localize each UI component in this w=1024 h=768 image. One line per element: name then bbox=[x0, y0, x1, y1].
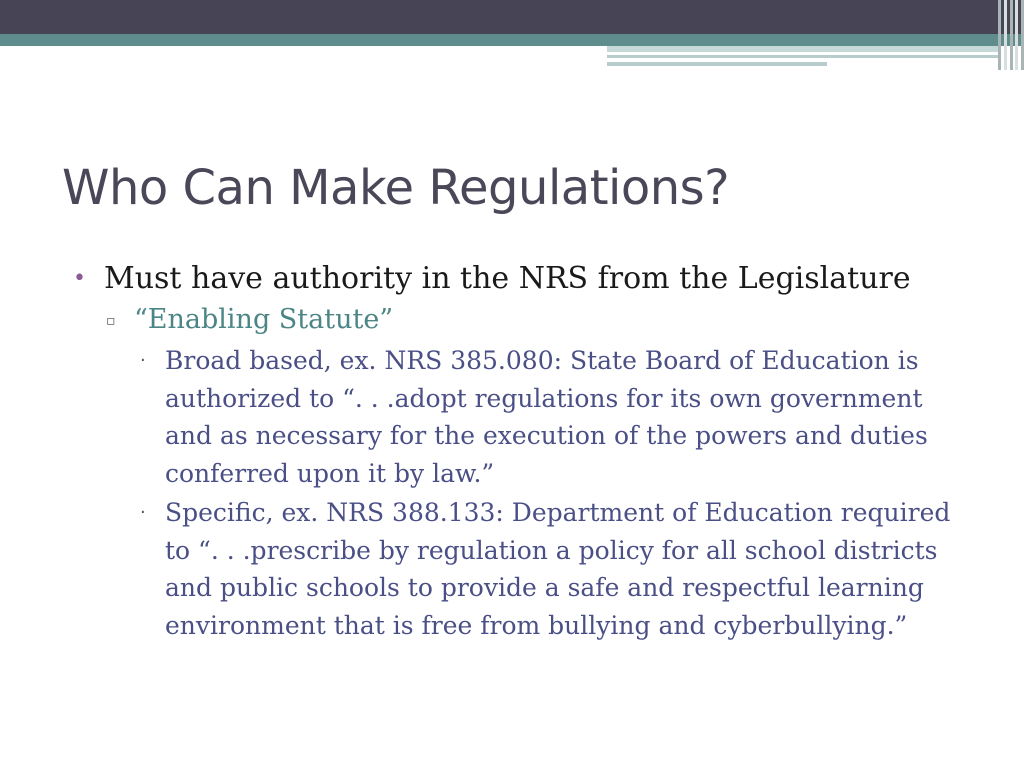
slide-title: Who Can Make Regulations? bbox=[62, 160, 730, 216]
header-accent-line bbox=[607, 55, 1000, 58]
bullet-level-2 bbox=[0, 300, 1024, 340]
bullet-level-3 bbox=[0, 494, 965, 644]
dot-bullet-icon: • bbox=[73, 266, 86, 291]
small-dot-bullet-icon: · bbox=[140, 502, 146, 523]
small-dot-bullet-icon: · bbox=[140, 350, 146, 371]
bullet-text: Specific, ex. NRS 388.133: Department of Education required to “. . .prescribe by regulation a policy for all school districts and public schools to provide a safe and respectful learning environment that is free from bullying and cyberbullying.” bbox=[165, 498, 951, 640]
bullet-level-1 bbox=[0, 258, 1024, 300]
bullet-text: Broad based, ex. NRS 385.080: State Board of Education is authorized to “. . .adopt regulations for its own government and as necessary for the execution of the powers and duties conferred upon it by law.” bbox=[165, 346, 928, 488]
header-band-teal bbox=[0, 34, 1024, 46]
square-bullet-icon: ▫ bbox=[106, 313, 116, 329]
header-accent-line-short bbox=[607, 62, 827, 66]
slide-body bbox=[0, 258, 1024, 644]
header-band-light bbox=[607, 46, 1000, 52]
bullet-text: Must have authority in the NRS from the Legislature bbox=[104, 261, 911, 296]
bullet-level-3 bbox=[0, 342, 965, 492]
header-band-dark bbox=[0, 0, 1024, 34]
header-stripes bbox=[998, 0, 1024, 70]
bullet-text: “Enabling Statute” bbox=[134, 304, 394, 335]
